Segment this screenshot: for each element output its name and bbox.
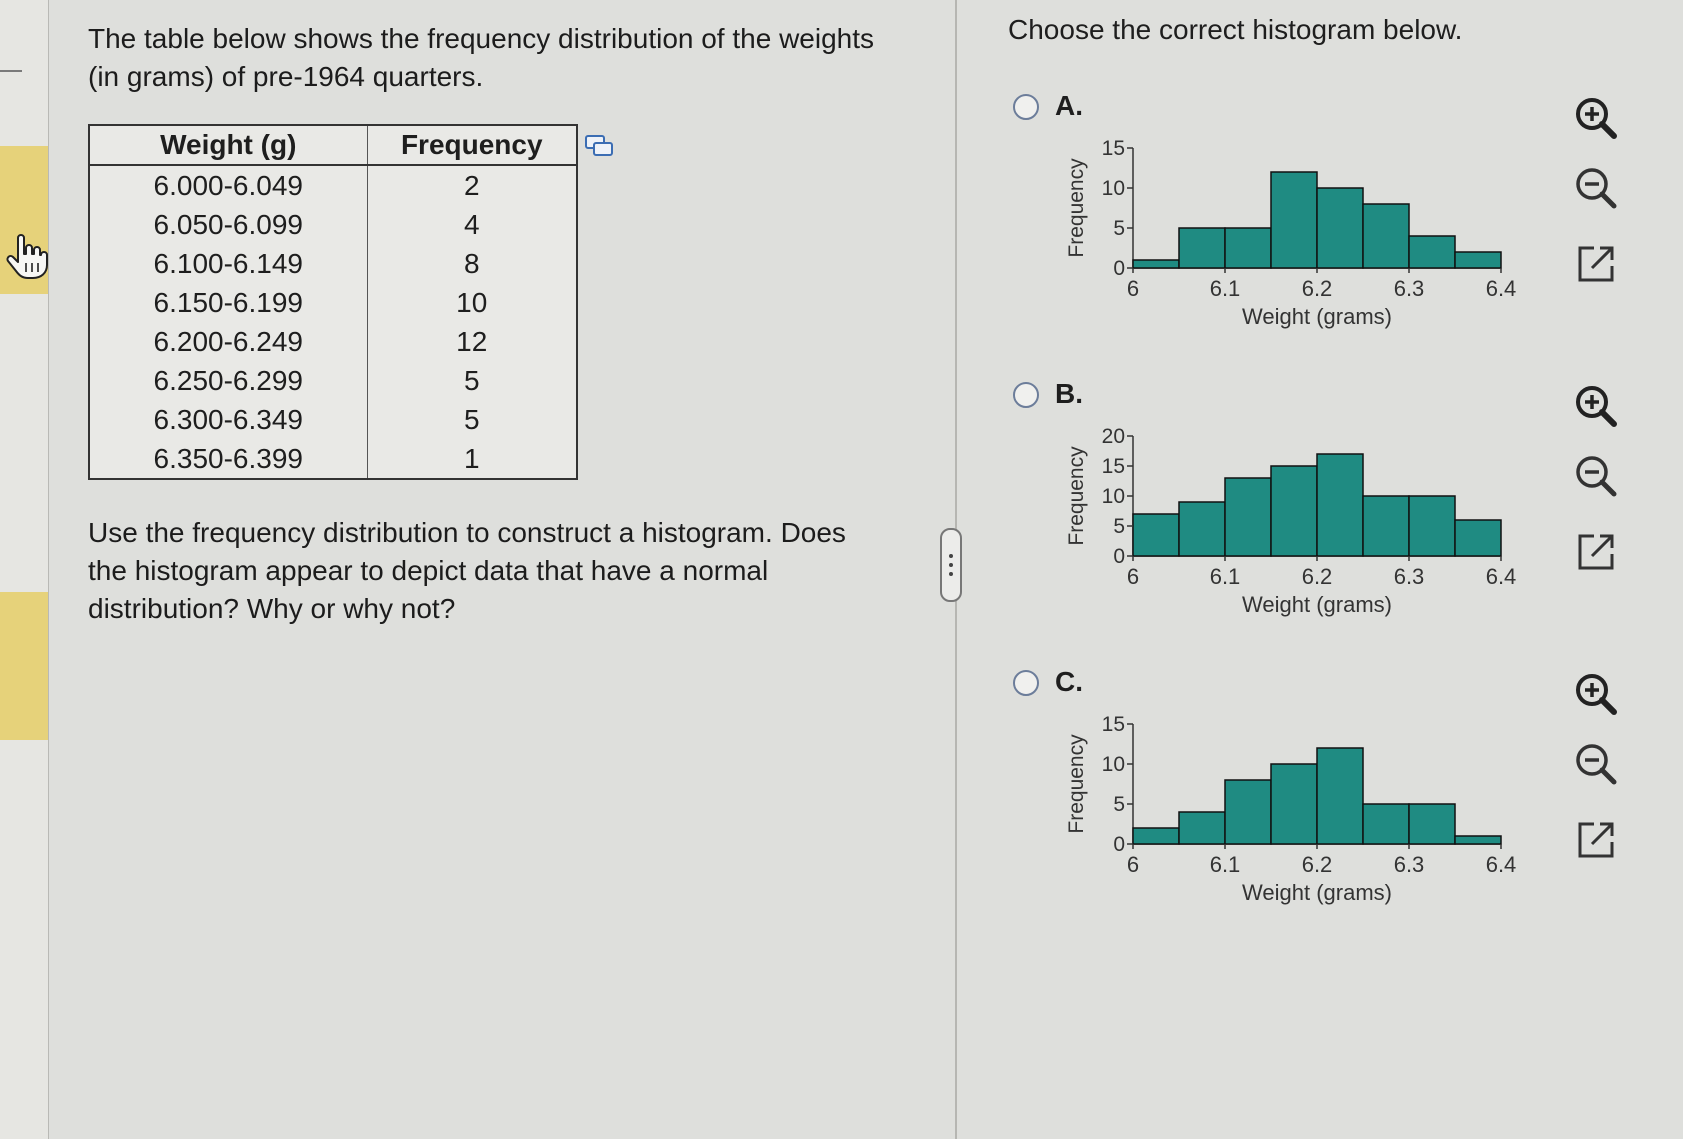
x-tick-label: 6.3	[1393, 564, 1425, 589]
table-row	[89, 283, 577, 322]
weight-cell: 6.350-6.399	[89, 439, 367, 479]
problem-instructions: Use the frequency distribution to construct a histogram. Does the histogram appear to depict data that have a normal distribution? Why or why not?	[88, 517, 846, 624]
x-tick-label: 6	[1126, 276, 1140, 301]
frequency-cell: 1	[463, 442, 480, 474]
option-a-label: A.	[1055, 90, 1083, 121]
y-tick-label: 10	[1101, 485, 1125, 508]
question-prompt: Choose the correct histogram below.	[1008, 14, 1463, 45]
frequency-cell: 2	[463, 169, 480, 201]
y-tick-label: 0	[1113, 545, 1125, 568]
frequency-cell: 8	[463, 247, 480, 279]
histogram-bar	[1179, 228, 1225, 268]
y-tick-label: 10	[1101, 753, 1125, 776]
hand-cursor-icon	[4, 232, 48, 280]
x-tick-label: 6.1	[1209, 276, 1241, 301]
y-tick-label: 0	[1113, 833, 1125, 856]
weight-cell: 6.250-6.299	[89, 361, 367, 400]
x-tick-label: 6.1	[1209, 564, 1241, 589]
zoom-in-icon[interactable]	[1568, 378, 1624, 434]
table-header-row	[89, 125, 577, 165]
x-tick-label: 6.4	[1485, 276, 1517, 301]
x-axis-label: Weight (grams)	[1242, 592, 1392, 617]
histogram-bar	[1317, 748, 1363, 844]
y-axis-label: Frequency	[1065, 158, 1088, 258]
histogram-bar	[1133, 260, 1179, 268]
table-row	[89, 205, 577, 244]
histogram-bar	[1409, 804, 1455, 844]
option-c[interactable]	[1013, 666, 1673, 946]
problem-pane	[48, 0, 953, 1139]
frequency-cell: 5	[463, 364, 480, 396]
weight-cell: 6.200-6.249	[89, 322, 367, 361]
popout-icon[interactable]	[1568, 812, 1624, 868]
left-strip	[0, 0, 49, 1139]
y-tick-label: 5	[1113, 515, 1125, 538]
weight-cell: 6.150-6.199	[89, 283, 367, 322]
option-a-tools	[1568, 90, 1626, 310]
histogram-bar	[1363, 496, 1409, 556]
y-tick-label: 15	[1101, 713, 1125, 736]
x-axis-label: Weight (grams)	[1242, 880, 1392, 905]
radio-option-a[interactable]	[1013, 94, 1039, 120]
histogram-bar	[1225, 228, 1271, 268]
option-b-tools	[1568, 378, 1626, 598]
copy-icon[interactable]	[584, 134, 614, 158]
frequency-table	[88, 124, 578, 480]
table-row	[89, 165, 577, 205]
y-tick-label: 15	[1101, 455, 1125, 478]
table-row	[89, 361, 577, 400]
y-tick-label: 0	[1113, 257, 1125, 280]
frequency-cell: 5	[463, 403, 480, 435]
zoom-out-icon[interactable]	[1568, 736, 1624, 792]
weight-cell: 6.100-6.149	[89, 244, 367, 283]
y-tick-label: 10	[1101, 177, 1125, 200]
popout-icon[interactable]	[1568, 236, 1624, 292]
histogram-bar	[1225, 478, 1271, 556]
question-tab-2[interactable]	[0, 592, 48, 740]
histogram-c	[1065, 684, 1517, 934]
frequency-cell: 12	[456, 325, 488, 357]
y-tick-label: 15	[1101, 137, 1125, 160]
x-tick-label: 6.4	[1485, 564, 1517, 589]
x-tick-label: 6.4	[1485, 852, 1517, 877]
zoom-in-icon[interactable]	[1568, 666, 1624, 722]
histogram-bar	[1317, 188, 1363, 268]
histogram-bar	[1363, 204, 1409, 268]
header-frequency: Frequency	[367, 125, 577, 165]
x-tick-label: 6	[1126, 852, 1140, 877]
histogram-bar	[1409, 236, 1455, 268]
histogram-bar	[1133, 828, 1179, 844]
x-axis-label: Weight (grams)	[1242, 304, 1392, 329]
histogram-bar	[1179, 502, 1225, 556]
histogram-bar	[1455, 836, 1501, 844]
option-b[interactable]	[1013, 378, 1673, 658]
option-c-tools	[1568, 666, 1626, 886]
weight-cell: 6.000-6.049	[89, 165, 367, 205]
frequency-cell: 10	[456, 286, 488, 318]
histogram-b	[1065, 396, 1517, 646]
radio-option-c[interactable]	[1013, 670, 1039, 696]
zoom-out-icon[interactable]	[1568, 448, 1624, 504]
table-row	[89, 400, 577, 439]
y-axis-label: Frequency	[1065, 734, 1088, 834]
x-tick-label: 6.2	[1301, 564, 1333, 589]
strip-dash	[0, 70, 22, 72]
header-weight: Weight (g)	[89, 125, 367, 165]
table-row	[89, 244, 577, 283]
table-row	[89, 322, 577, 361]
y-tick-label: 20	[1101, 425, 1125, 448]
histogram-a	[1065, 108, 1517, 358]
histogram-bar	[1455, 252, 1501, 268]
x-tick-label: 6.2	[1301, 276, 1333, 301]
zoom-in-icon[interactable]	[1568, 90, 1624, 146]
option-c-label: C.	[1055, 666, 1083, 697]
problem-intro: The table below shows the frequency distribution of the weights (in grams) of pre-1964 quarters.	[88, 23, 875, 92]
y-axis-label: Frequency	[1065, 446, 1088, 546]
zoom-out-icon[interactable]	[1568, 160, 1624, 216]
popout-icon[interactable]	[1568, 524, 1624, 580]
answer-pane	[958, 0, 1683, 1139]
histogram-bar	[1409, 496, 1455, 556]
table-row	[89, 439, 577, 479]
radio-option-b[interactable]	[1013, 382, 1039, 408]
weight-cell: 6.300-6.349	[89, 400, 367, 439]
frequency-cell: 4	[463, 208, 480, 240]
histogram-bar	[1133, 514, 1179, 556]
option-b-label: B.	[1055, 378, 1083, 409]
histogram-bar	[1271, 172, 1317, 268]
weight-cell: 6.050-6.099	[89, 205, 367, 244]
histogram-bar	[1271, 764, 1317, 844]
histogram-bar	[1317, 454, 1363, 556]
histogram-bar	[1271, 466, 1317, 556]
histogram-bar	[1363, 804, 1409, 844]
option-a[interactable]	[1013, 90, 1673, 370]
y-tick-label: 5	[1113, 217, 1125, 240]
histogram-bar	[1455, 520, 1501, 556]
histogram-bar	[1225, 780, 1271, 844]
x-tick-label: 6.1	[1209, 852, 1241, 877]
y-tick-label: 5	[1113, 793, 1125, 816]
x-tick-label: 6.3	[1393, 852, 1425, 877]
x-tick-label: 6	[1126, 564, 1140, 589]
x-tick-label: 6.3	[1393, 276, 1425, 301]
histogram-bar	[1179, 812, 1225, 844]
x-tick-label: 6.2	[1301, 852, 1333, 877]
